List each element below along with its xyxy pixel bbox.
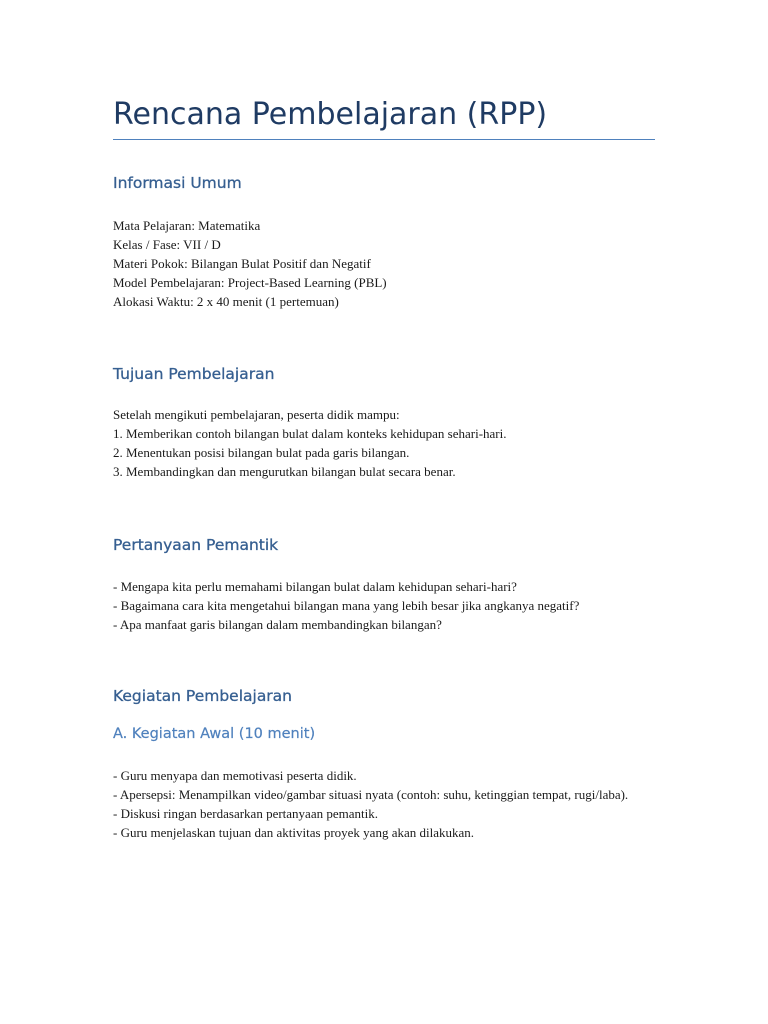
tujuan-list xyxy=(113,424,653,481)
document-title: Rencana Pembelajaran (RPP) xyxy=(113,97,548,132)
informasi-umum-list xyxy=(113,216,653,311)
heading-kegiatan-pembelajaran: Kegiatan Pembelajaran xyxy=(113,687,293,705)
title-underline xyxy=(113,139,655,140)
info-line-model-pembelajaran: Model Pembelajaran: Project-Based Learning (PBL) xyxy=(113,275,387,290)
info-line-alokasi-waktu: Alokasi Waktu: 2 x 40 menit (1 pertemuan) xyxy=(113,294,339,309)
tujuan-item: 1. Memberikan contoh bilangan bulat dalam konteks kehidupan sehari-hari. xyxy=(113,426,507,441)
heading-pertanyaan-pemantik: Pertanyaan Pemantik xyxy=(113,536,279,554)
kegiatan-awal-item: - Diskusi ringan berdasarkan pertanyaan pemantik. xyxy=(113,806,378,821)
tujuan-item: 2. Menentukan posisi bilangan bulat pada garis bilangan. xyxy=(113,445,410,460)
info-line-kelas-fase: Kelas / Fase: VII / D xyxy=(113,237,221,252)
kegiatan-awal-list xyxy=(113,766,653,842)
subheading-kegiatan-awal: A. Kegiatan Awal (10 menit) xyxy=(113,726,316,742)
pertanyaan-item: - Mengapa kita perlu memahami bilangan bulat dalam kehidupan sehari-hari? xyxy=(113,579,517,594)
pertanyaan-item: - Apa manfaat garis bilangan dalam membandingkan bilangan? xyxy=(113,617,442,632)
heading-tujuan-pembelajaran: Tujuan Pembelajaran xyxy=(113,365,275,383)
pertanyaan-item: - Bagaimana cara kita mengetahui bilangan mana yang lebih besar jika angkanya negatif? xyxy=(113,598,580,613)
kegiatan-awal-item: - Guru menjelaskan tujuan dan aktivitas proyek yang akan dilakukan. xyxy=(113,825,475,840)
tujuan-item: 3. Membandingkan dan mengurutkan bilangan bulat secara benar. xyxy=(113,464,456,479)
kegiatan-awal-item: - Apersepsi: Menampilkan video/gambar situasi nyata (contoh: suhu, ketinggian tempat, rugi/laba). xyxy=(113,787,629,802)
info-line-materi-pokok: Materi Pokok: Bilangan Bulat Positif dan Negatif xyxy=(113,256,371,271)
pertanyaan-list xyxy=(113,577,653,634)
tujuan-section-body xyxy=(113,405,653,481)
info-line-mata-pelajaran: Mata Pelajaran: Matematika xyxy=(113,218,261,233)
kegiatan-awal-item: - Guru menyapa dan memotivasi peserta didik. xyxy=(113,768,357,783)
tujuan-intro: Setelah mengikuti pembelajaran, peserta didik mampu: xyxy=(113,407,400,422)
heading-informasi-umum: Informasi Umum xyxy=(113,174,242,192)
